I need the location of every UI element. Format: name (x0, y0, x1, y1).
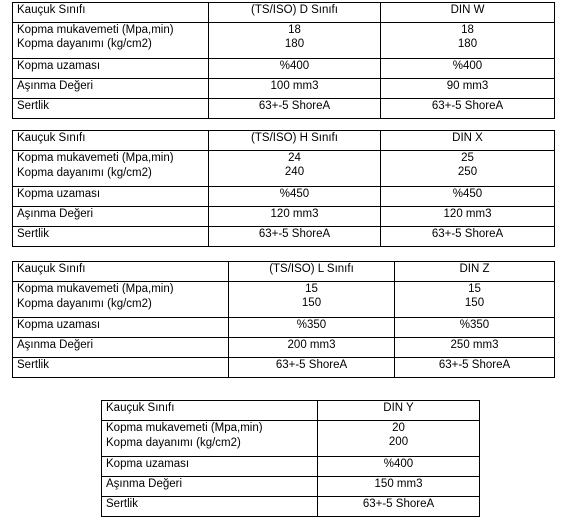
value-cell: %400 (209, 59, 381, 79)
table-l-z (12, 261, 555, 378)
row-label: Kopma uzaması (102, 457, 318, 477)
header-cell: DIN W (381, 3, 555, 23)
value-cell: %400 (381, 59, 555, 79)
header-cell: Kauçuk Sınıfı (13, 3, 209, 23)
value-line: 18 (461, 24, 474, 36)
row-label-line: Kopma mukavemeti (Mpa,min) (17, 24, 174, 36)
row-label: Kopma uzaması (13, 59, 209, 79)
value-cell (395, 358, 555, 378)
row-label (13, 23, 209, 59)
value-cell: 120 mm3 (381, 207, 555, 227)
value-cell: %350 (395, 318, 555, 338)
value-cell: 63+-5 ShoreA (209, 227, 381, 247)
value-cell: %400 (318, 457, 480, 477)
value-line: 180 (457, 38, 478, 50)
value-line: 180 (284, 38, 305, 50)
value-line: 200 (388, 436, 409, 448)
row-label-line: Kopma mukavemeti (Mpa,min) (17, 152, 174, 163)
value-line: 20 (392, 422, 405, 434)
value-line: 25 (461, 152, 474, 164)
table-row (102, 457, 480, 477)
row-label-line: Kopma dayanımı (kg/cm2) (17, 167, 152, 179)
value-cell: 150 mm3 (318, 477, 480, 497)
header-cell: Kauçuk Sınıfı (102, 401, 318, 421)
table-row (13, 358, 555, 378)
header-cell: (TS/ISO) H Sınıfı (209, 131, 381, 151)
row-label: Aşınma Değeri (13, 338, 229, 358)
header-cell: Kauçuk Sınıfı (13, 262, 229, 282)
row-label: Aşınma Değeri (13, 207, 209, 227)
table-row (13, 227, 555, 247)
header-cell: (TS/ISO) L Sınıfı (229, 262, 395, 282)
table-row (13, 59, 555, 79)
table-row (13, 151, 555, 187)
row-label-line: Kopma dayanımı (kg/cm2) (106, 437, 241, 449)
value-line: 15 (305, 283, 318, 295)
table-row (13, 187, 555, 207)
table-row (13, 207, 555, 227)
table-h-x (12, 130, 555, 247)
row-label: Kopma uzaması (13, 318, 229, 338)
header-cell: DIN Y (318, 401, 480, 421)
table-row (13, 23, 555, 59)
value-cell: 63+-5 ShoreA (318, 497, 480, 517)
value-cell (381, 23, 555, 59)
row-label-line: Kopma mukavemeti (Mpa,min) (17, 283, 174, 294)
value-cell (209, 151, 381, 187)
table-row (102, 421, 480, 457)
value-cell: 120 mm3 (209, 207, 381, 227)
table-row (13, 99, 555, 119)
value-line: 24 (288, 152, 301, 164)
value-cell (381, 151, 555, 187)
value-cell: %450 (209, 187, 381, 207)
table-header-row (13, 131, 555, 151)
row-label: Aşınma Değeri (13, 79, 209, 99)
row-label (102, 421, 318, 457)
value-line: 150 (464, 297, 485, 309)
row-label-line: Kopma dayanımı (kg/cm2) (17, 38, 152, 50)
header-cell: DIN Z (395, 262, 555, 282)
row-label: Sertlik (13, 99, 209, 119)
row-label (13, 282, 229, 318)
value-line: 18 (288, 24, 301, 36)
value-cell: 63+-5 ShoreA (381, 99, 555, 119)
value-line: 15 (468, 283, 481, 295)
table-header-row (13, 262, 555, 282)
table-row (102, 477, 480, 497)
value-line: 63+-5 ShoreA (275, 359, 348, 370)
table-header-row (102, 401, 480, 421)
header-cell: DIN X (381, 131, 555, 151)
row-label: Sertlik (13, 227, 209, 247)
table-y (101, 400, 480, 517)
table-row (13, 338, 555, 358)
value-cell: %350 (229, 318, 395, 338)
row-label: Sertlik (13, 358, 229, 378)
header-cell: (TS/ISO) D Sınıfı (209, 3, 381, 23)
value-cell: %450 (381, 187, 555, 207)
table-row (102, 497, 480, 517)
value-cell: 90 mm3 (381, 79, 555, 99)
value-cell: 63+-5 ShoreA (381, 227, 555, 247)
header-cell: Kauçuk Sınıfı (13, 131, 209, 151)
row-label (13, 151, 209, 187)
value-cell (395, 282, 555, 318)
value-cell (229, 282, 395, 318)
row-label: Sertlik (102, 497, 318, 517)
value-line: 240 (284, 166, 305, 178)
table-row (13, 318, 555, 338)
value-cell (318, 421, 480, 457)
row-label: Kopma uzaması (13, 187, 209, 207)
value-cell (229, 358, 395, 378)
value-cell: 100 mm3 (209, 79, 381, 99)
row-label-line: Kopma mukavemeti (Mpa,min) (106, 422, 263, 433)
table-d-w (12, 2, 555, 119)
value-cell: 200 mm3 (229, 338, 395, 358)
row-label: Aşınma Değeri (102, 477, 318, 497)
value-line: 250 (457, 166, 478, 178)
table-header-row (13, 3, 555, 23)
table-row (13, 79, 555, 99)
value-line: 150 (301, 297, 322, 309)
value-cell: 250 mm3 (395, 338, 555, 358)
value-cell (209, 23, 381, 59)
value-cell: 63+-5 ShoreA (209, 99, 381, 119)
table-row (13, 282, 555, 318)
value-line: 63+-5 ShoreA (438, 359, 511, 370)
row-label-line: Kopma dayanımı (kg/cm2) (17, 298, 152, 310)
